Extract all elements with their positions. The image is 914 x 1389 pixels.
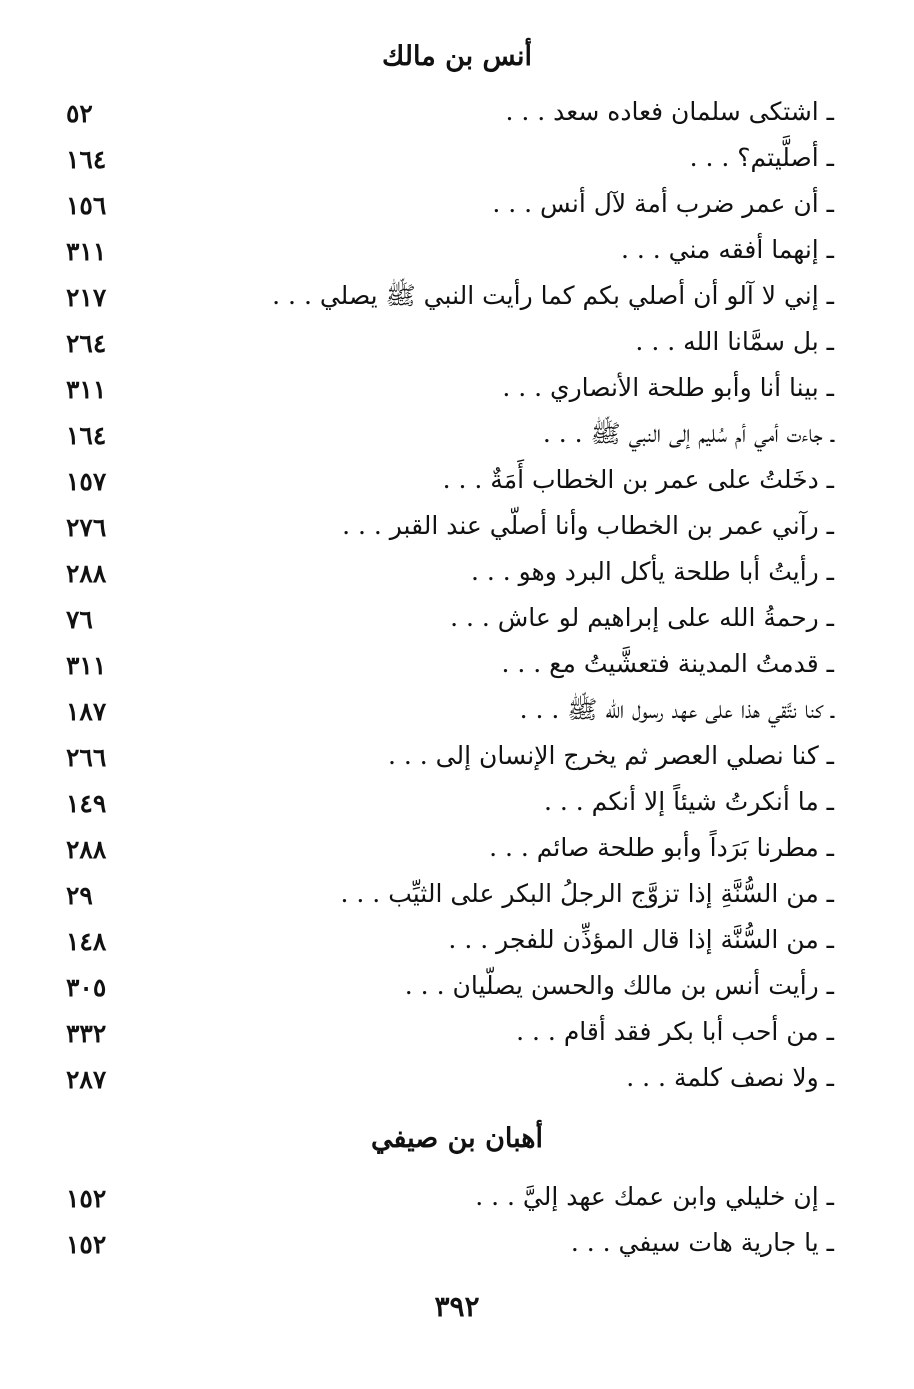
entry-page-number: ١٥٦ bbox=[66, 191, 107, 220]
entry-page-number: ٥٢ bbox=[66, 99, 93, 128]
index-entry bbox=[0, 596, 914, 642]
entry-page-number: ١٥٧ bbox=[66, 467, 107, 496]
entry-page-number: ١٥٢ bbox=[66, 1230, 107, 1259]
entry-page-number: ٢٦٦ bbox=[66, 743, 107, 772]
index-entry bbox=[0, 826, 914, 872]
index-entry bbox=[0, 734, 914, 780]
entry-page-number: ١٦٤ bbox=[66, 421, 107, 450]
entry-text: ـ رأيتُ أبا طلحة يأكل البرد وهو . . . bbox=[470, 557, 834, 586]
entry-text: ـ أصلَّيتم؟ . . . bbox=[689, 143, 834, 172]
index-entry bbox=[0, 1221, 914, 1267]
entry-page-number: ٢٩ bbox=[66, 881, 93, 910]
entry-text: ـ من السُّنَّة إذا قال المؤذِّن للفجر . . . bbox=[448, 925, 834, 954]
entry-text: ـ أن عمر ضرب أمة لآل أنس . . . bbox=[492, 189, 834, 218]
entry-page-number: ٣٠٥ bbox=[66, 973, 107, 1002]
index-entry bbox=[0, 274, 914, 320]
entry-text: ـ كنا نتَّقي هذا على عهد رسول الله ﷺ . . . bbox=[519, 695, 834, 724]
index-entry bbox=[0, 504, 914, 550]
entry-text: ـ إني لا آلو أن أصلي بكم كما رأيت النبي ﷺ يصلي . . . bbox=[272, 281, 834, 310]
entry-text: ـ دخَلتُ على عمر بن الخطاب أَمَةٌ . . . bbox=[442, 465, 834, 494]
index-entry bbox=[0, 90, 914, 136]
entry-page-number: ٢٦٤ bbox=[66, 329, 107, 358]
index-entry bbox=[0, 688, 914, 734]
index-entry bbox=[0, 872, 914, 918]
entry-page-number: ٣٣٢ bbox=[66, 1019, 107, 1048]
entry-text: ـ كنا نصلي العصر ثم يخرج الإنسان إلى . . . bbox=[387, 741, 834, 770]
entry-text: ـ بينا أنا وأبو طلحة الأنصاري . . . bbox=[502, 373, 834, 402]
index-entry bbox=[0, 918, 914, 964]
entry-page-number: ٢٨٧ bbox=[66, 1065, 107, 1094]
page-number-footer: ٣٩٢ bbox=[434, 1290, 480, 1323]
index-entry bbox=[0, 320, 914, 366]
entry-text: ـ يا جارية هات سيفي . . . bbox=[570, 1228, 834, 1257]
entry-text: ـ إن خليلي وابن عمك عهد إليَّ . . . bbox=[475, 1182, 834, 1211]
entry-text: ـ من أحب أبا بكر فقد أقام . . . bbox=[516, 1017, 834, 1046]
entry-text: ـ بل سمَّانا الله . . . bbox=[635, 327, 834, 356]
entry-page-number: ١٤٨ bbox=[66, 927, 107, 956]
entry-page-number: ١٨٧ bbox=[66, 697, 107, 726]
entry-page-number: ٧٦ bbox=[66, 605, 93, 634]
hadith-list-anas bbox=[0, 90, 914, 1102]
entry-page-number: ٣١١ bbox=[66, 237, 107, 266]
entry-text: ـ من السُّنَّةِ إذا تزوَّج الرجلُ البكر على الثيِّب . . . bbox=[340, 879, 834, 908]
index-entry bbox=[0, 1010, 914, 1056]
entry-text: ـ جاءت أمي أم سُليم إلى النبي ﷺ . . . bbox=[542, 419, 834, 448]
entry-page-number: ١٥٢ bbox=[66, 1184, 107, 1213]
index-entry bbox=[0, 182, 914, 228]
entry-text: ـ مطرنا بَرَداً وأبو طلحة صائم . . . bbox=[489, 833, 834, 862]
entry-text: ـ رآني عمر بن الخطاب وأنا أصلّي عند القبر . . . bbox=[342, 511, 834, 540]
entry-page-number: ٢٨٨ bbox=[66, 835, 107, 864]
index-entry bbox=[0, 780, 914, 826]
index-entry bbox=[0, 366, 914, 412]
index-entry bbox=[0, 964, 914, 1010]
index-entry bbox=[0, 1175, 914, 1221]
entry-page-number: ٢١٧ bbox=[66, 283, 107, 312]
entry-text: ـ رحمةُ الله على إبراهيم لو عاش . . . bbox=[450, 603, 834, 632]
index-entry bbox=[0, 228, 914, 274]
entry-page-number: ١٤٩ bbox=[66, 789, 107, 818]
entry-text: ـ إنهما أفقه مني . . . bbox=[620, 235, 834, 264]
section-heading-uhban: أهبان بن صيفي bbox=[370, 1123, 544, 1154]
entry-text: ـ اشتكى سلمان فعاده سعد . . . bbox=[505, 97, 834, 126]
index-entry bbox=[0, 1056, 914, 1102]
hadith-list-uhban bbox=[0, 1175, 914, 1267]
index-entry bbox=[0, 550, 914, 596]
entry-page-number: ٣١١ bbox=[66, 375, 107, 404]
entry-page-number: ١٦٤ bbox=[66, 145, 107, 174]
index-entry bbox=[0, 642, 914, 688]
entry-text: ـ رأيت أنس بن مالك والحسن يصلّيان . . . bbox=[404, 971, 834, 1000]
index-entry bbox=[0, 412, 914, 458]
entry-text: ـ ما أنكرتُ شيئاً إلا أنكم . . . bbox=[544, 787, 834, 816]
index-entry bbox=[0, 458, 914, 504]
entry-page-number: ٢٨٨ bbox=[66, 559, 107, 588]
entry-text: ـ ولا نصف كلمة . . . bbox=[626, 1063, 834, 1092]
section-heading-anas: أنس بن مالك bbox=[382, 41, 532, 72]
entry-page-number: ٢٧٦ bbox=[66, 513, 107, 542]
entry-page-number: ٣١١ bbox=[66, 651, 107, 680]
entry-text: ـ قدمتُ المدينة فتعشَّيتُ مع . . . bbox=[501, 649, 834, 678]
index-entry bbox=[0, 136, 914, 182]
